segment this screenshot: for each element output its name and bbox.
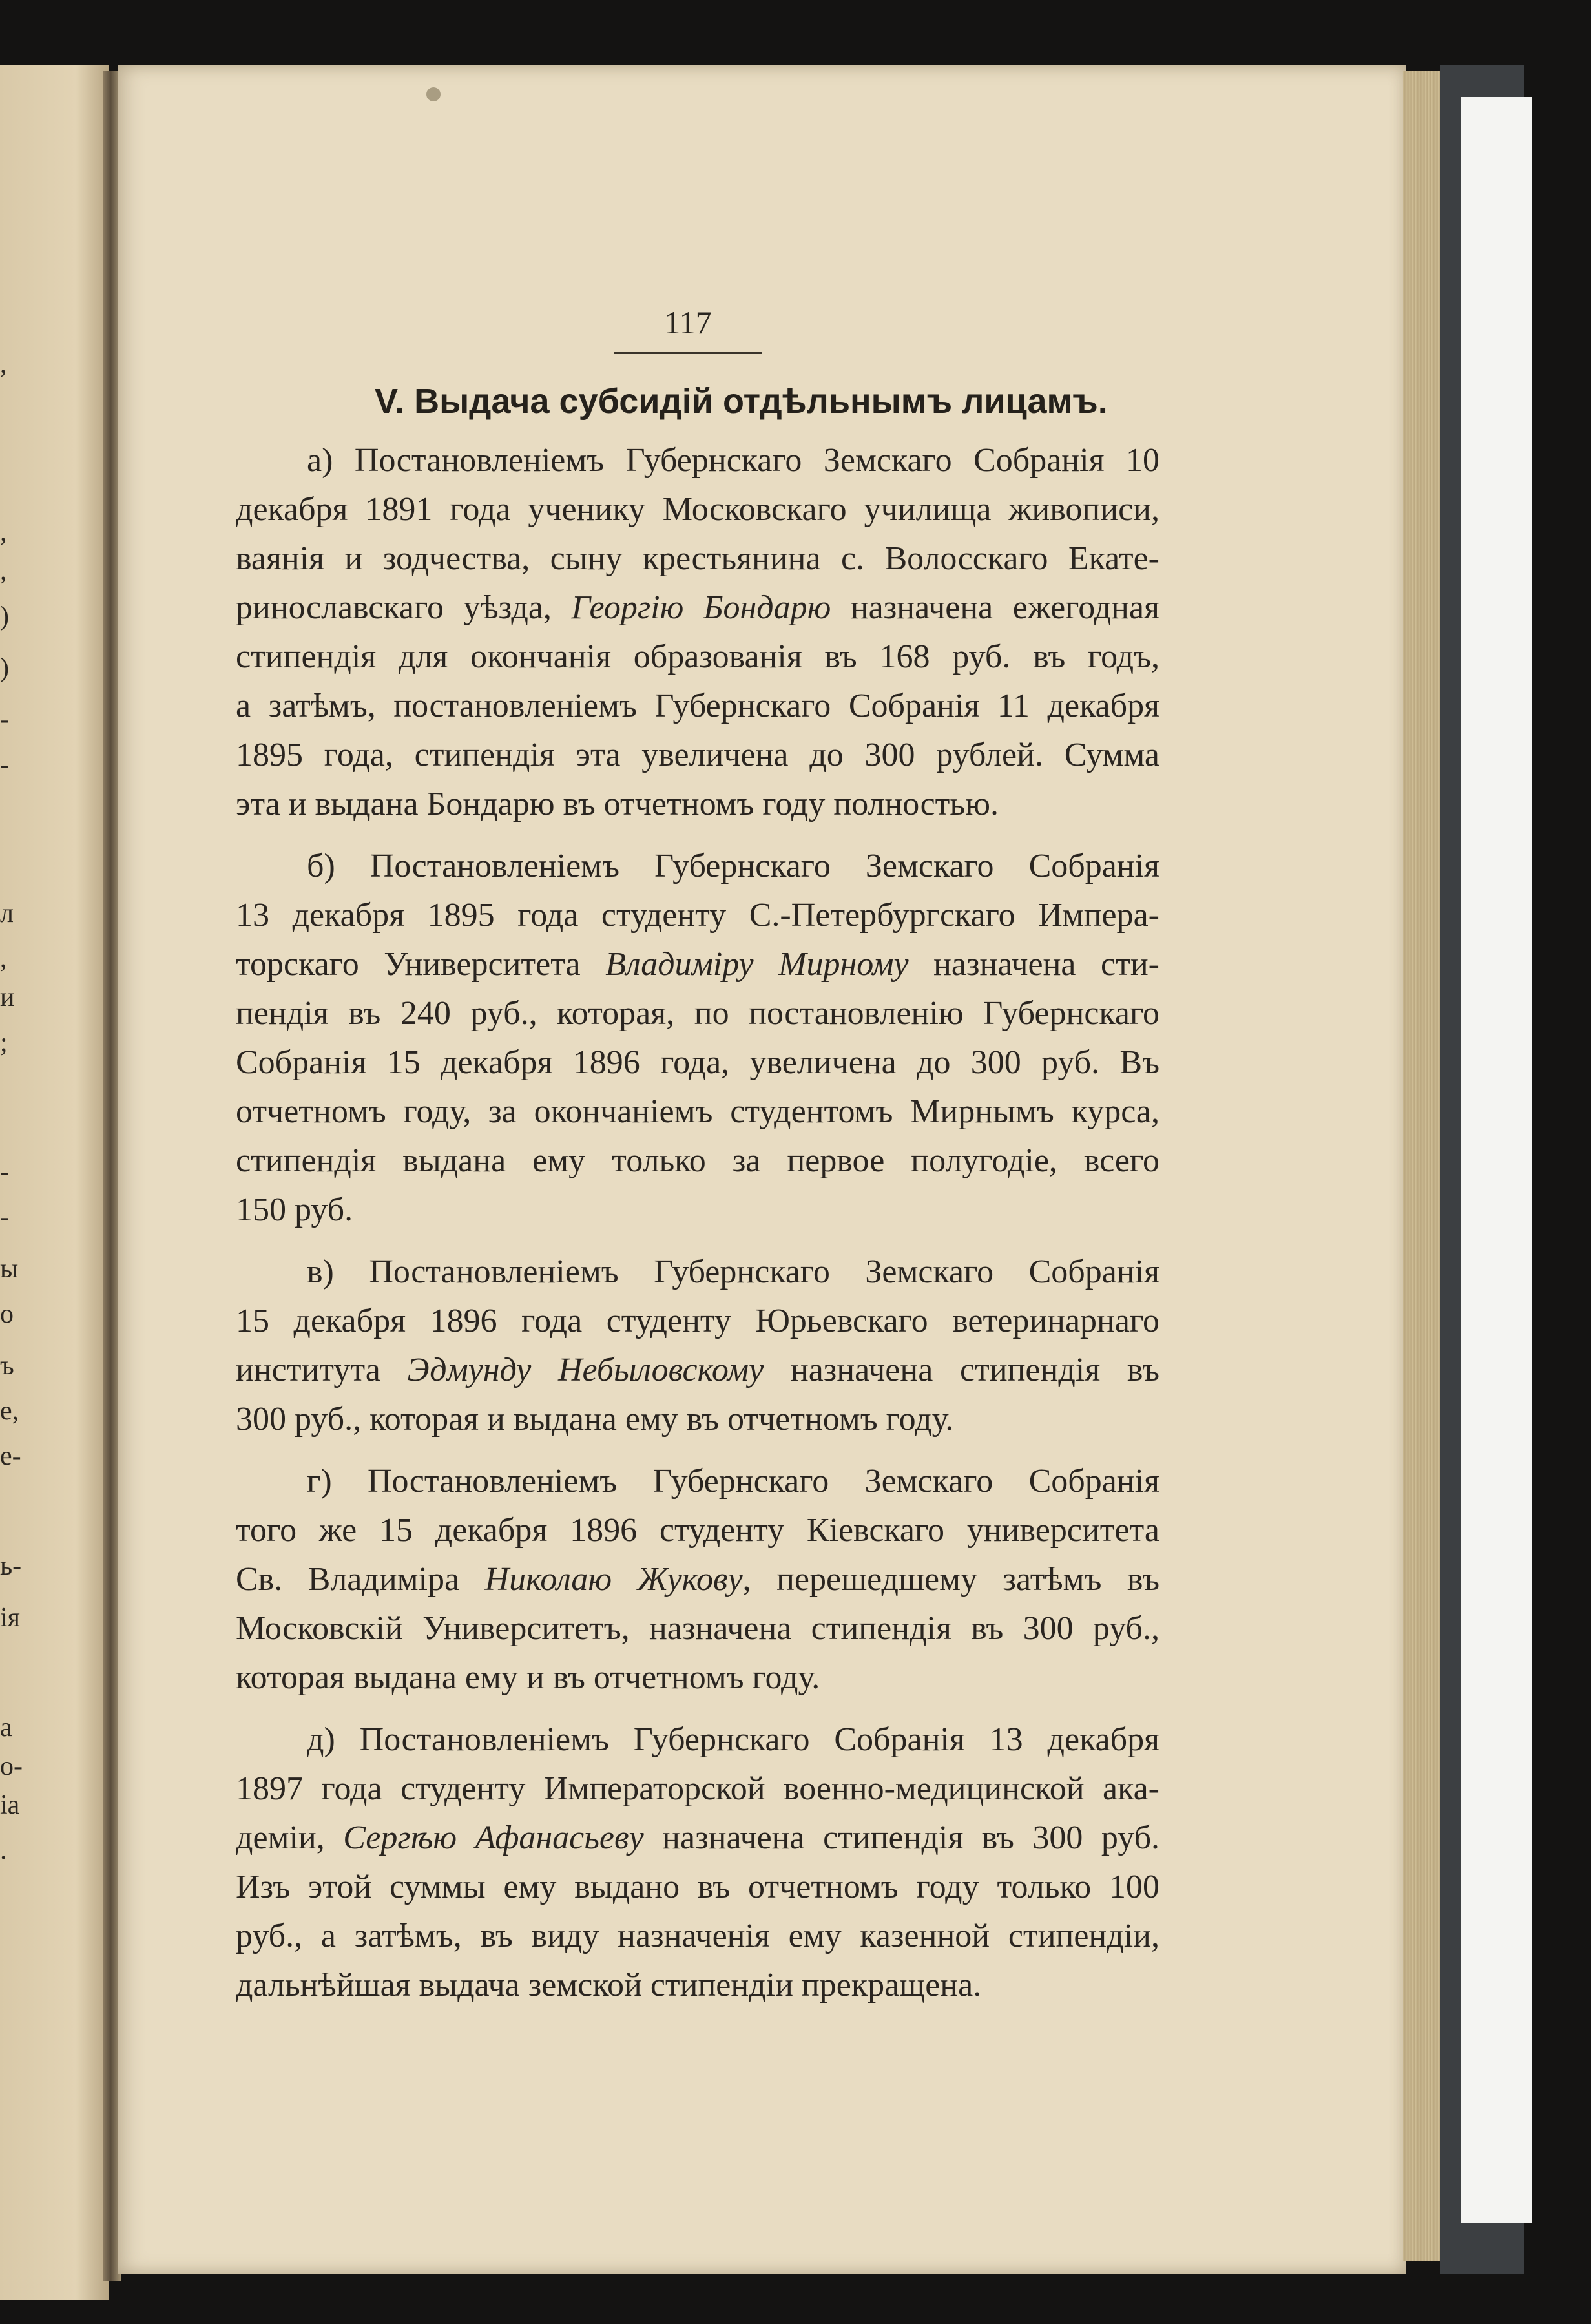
text-segment: 150 руб. (236, 1191, 353, 1228)
text-segment: Собранія 15 декабря 1896 года, увеличена до 300 руб. Въ (236, 1044, 1159, 1081)
text-line (236, 583, 1159, 633)
left-page-fragment: о (0, 1299, 14, 1329)
left-page-fragment: - (0, 705, 9, 735)
text-segment: в) Постановленіемъ Губернскаго Земскаго Собранія (307, 1253, 1159, 1290)
text-line (236, 1653, 1159, 1702)
body-text (236, 436, 1159, 2010)
text-segment: назначена стипендія въ (764, 1352, 1159, 1388)
left-page-fragment: ) (0, 602, 9, 631)
text-segment: а) Постановленіемъ Губернскаго Земскаго Собранія 10 (307, 442, 1159, 479)
section-title: V. Выдача субсидій отдѣльнымъ лицамъ. (375, 382, 1108, 421)
text-segment: декабря 1891 года ученику Московскаго училища живописи, (236, 491, 1159, 528)
text-line (236, 989, 1159, 1038)
text-segment: которая выдана ему и въ отчетномъ году. (236, 1659, 820, 1696)
text-line (236, 682, 1159, 731)
text-line (236, 1395, 1159, 1444)
text-line (236, 534, 1159, 583)
left-page-fragment: ъ (0, 1351, 14, 1381)
text-line (236, 1087, 1159, 1136)
page-number-rule (614, 352, 762, 354)
text-line (236, 1961, 1159, 2010)
text-segment: назначена стипендія въ 300 руб. (643, 1819, 1160, 1856)
left-page-fragment: , (0, 944, 7, 974)
text-line (236, 780, 1159, 829)
text-segment: ваянія и зодчества, сыну крестьянина с. Волосскаго Екате- (236, 540, 1159, 577)
text-segment: д) Постановленіемъ Губернскаго Собранія 13 декабря (307, 1721, 1159, 1758)
person-name: Эдмунду Небыловскому (407, 1352, 764, 1388)
left-page-fragment: ія (0, 1603, 20, 1633)
text-line (236, 1186, 1159, 1235)
text-line (236, 1715, 1159, 1764)
text-segment: ринославскаго уѣзда, (236, 589, 572, 626)
person-name: Владиміру Мирному (605, 946, 909, 983)
left-page-fragment: ; (0, 1028, 8, 1058)
backing-sheet (1461, 97, 1532, 2223)
person-name: Георгію Бондарю (571, 589, 831, 626)
text-segment: б) Постановленіемъ Губернскаго Земскаго Собранія (307, 848, 1159, 885)
left-page-fragment: . (0, 1836, 7, 1865)
left-page-fragment: о- (0, 1752, 23, 1781)
text-segment: назначена ежегодная (831, 589, 1159, 626)
text-line (236, 1506, 1159, 1555)
text-line (236, 1297, 1159, 1346)
text-line (236, 940, 1159, 989)
text-line (236, 1764, 1159, 1814)
text-segment: 300 руб., которая и выдана ему въ отчетномъ году. (236, 1401, 954, 1438)
text-segment: эта и выдана Бондарю въ отчетномъ году полностью. (236, 786, 999, 822)
text-segment: , перешедшему затѣмъ въ (742, 1561, 1160, 1598)
text-line (236, 1457, 1159, 1506)
text-segment: института (236, 1352, 408, 1388)
text-segment: 1895 года, стипендія эта увеличена до 300 рублей. Сумма (236, 737, 1159, 773)
text-segment: пендія въ 240 руб., которая, по постановленію Губернскаго (236, 995, 1159, 1032)
text-line (236, 436, 1159, 485)
text-segment: стипендія для окончанія образованія въ 168 руб. въ годъ, (236, 638, 1159, 675)
text-line (236, 731, 1159, 780)
text-segment: торскаго Университета (236, 946, 606, 983)
page-stack-edge (1403, 71, 1442, 2261)
person-name: Николаю Жукову (484, 1561, 743, 1598)
text-line (236, 1038, 1159, 1087)
text-line (236, 1248, 1159, 1297)
text-segment: Изъ этой суммы ему выдано въ отчетномъ году только 100 (236, 1869, 1159, 1905)
text-segment: дальнѣйшая выдача земской стипендіи прекращена. (236, 1967, 982, 2004)
page-number: 117 (664, 304, 712, 340)
left-page-fragment: - (0, 750, 9, 780)
text-line (236, 1912, 1159, 1961)
left-page-fragment: - (0, 1202, 9, 1232)
text-line (236, 1863, 1159, 1912)
text-segment: Св. Владиміра (236, 1561, 485, 1598)
left-page-fragment: ) (0, 653, 9, 683)
ink-spot (426, 87, 441, 101)
text-segment: руб., а затѣмъ, въ виду назначенія ему казенной стипендіи, (236, 1918, 1159, 1954)
text-segment: деміи, (236, 1819, 344, 1856)
left-page-fragment: ь- (0, 1551, 22, 1581)
text-segment: а затѣмъ, постановленіемъ Губернскаго Собранія 11 декабря (236, 687, 1159, 724)
text-segment: 1897 года студенту Императорской военно-медицинской ака- (236, 1770, 1159, 1807)
left-page-fragment: іа (0, 1790, 20, 1820)
text-segment: 15 декабря 1896 года студенту Юрьевскаго ветеринарнаго (236, 1303, 1159, 1339)
left-page-fragment: , (0, 518, 7, 547)
left-page-fragment: , (0, 350, 7, 379)
text-segment: 13 декабря 1895 года студенту С.-Петербургскаго Импера- (236, 897, 1159, 934)
text-line (236, 891, 1159, 940)
left-page-fragment: , (0, 556, 7, 586)
text-segment: того же 15 декабря 1896 студенту Кіевскаго университета (236, 1512, 1159, 1549)
left-page-fragment: е- (0, 1441, 21, 1471)
left-page-fragment: ы (0, 1254, 19, 1284)
left-page-fragment: и (0, 983, 15, 1012)
text-line (236, 1346, 1159, 1395)
text-segment: г) Постановленіемъ Губернскаго Земскаго Собранія (307, 1463, 1159, 1500)
text-line (236, 842, 1159, 891)
text-line (236, 1814, 1159, 1863)
left-page-fragment: л (0, 899, 14, 928)
text-segment: отчетномъ году, за окончаніемъ студентомъ Мирнымъ курса, (236, 1093, 1159, 1130)
text-segment: стипендія выдана ему только за первое полугодіе, всего (236, 1142, 1159, 1179)
text-segment: назначена сти- (908, 946, 1159, 983)
left-page-fragment: - (0, 1157, 9, 1187)
left-page-fragment: е, (0, 1396, 19, 1426)
text-line (236, 633, 1159, 682)
left-page-edge (0, 65, 109, 2300)
text-line (236, 1604, 1159, 1653)
text-line (236, 1555, 1159, 1604)
text-line (236, 1136, 1159, 1186)
text-line (236, 485, 1159, 534)
text-segment: Московскій Университетъ, назначена стипендія въ 300 руб., (236, 1610, 1159, 1647)
left-page-fragment: а (0, 1713, 12, 1743)
person-name: Сергѣю Афанасьеву (343, 1819, 644, 1856)
